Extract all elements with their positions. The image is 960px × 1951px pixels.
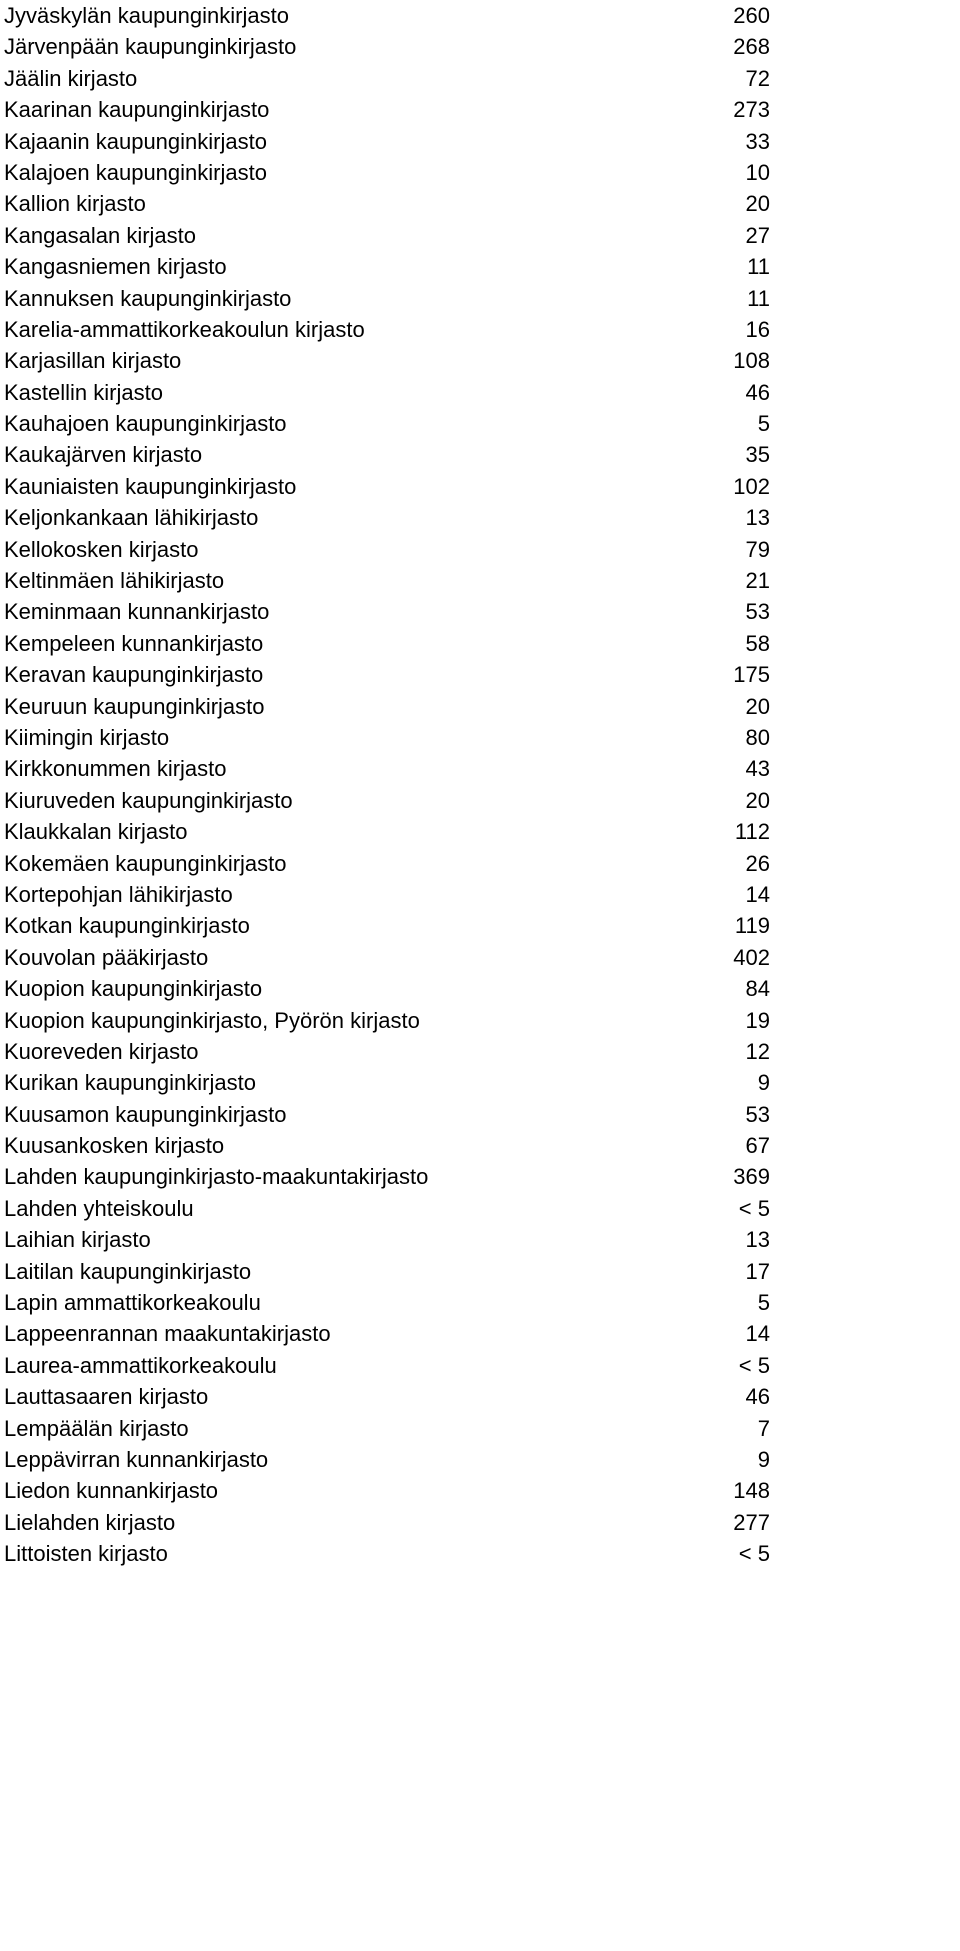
library-count: 58 <box>745 630 770 656</box>
library-name: Lauttasaaren kirjasto <box>4 1384 209 1410</box>
library-name: Kuusankosken kirjasto <box>4 1133 225 1159</box>
library-row <box>0 1161 960 1192</box>
library-row <box>0 691 960 722</box>
library-count: 5 <box>757 1290 770 1316</box>
library-name: Jyväskylän kaupunginkirjasto <box>4 3 289 28</box>
library-name: Liedon kunnankirjasto <box>4 1478 219 1504</box>
library-name: Kuusamon kaupunginkirjasto <box>4 1101 287 1127</box>
library-count: 46 <box>745 379 770 405</box>
library-count: 17 <box>745 1258 770 1284</box>
library-row <box>0 973 960 1004</box>
library-row <box>0 345 960 376</box>
library-count: 10 <box>745 159 770 185</box>
library-row <box>0 94 960 125</box>
library-count: 53 <box>745 1101 770 1127</box>
library-row <box>0 1350 960 1381</box>
library-row <box>0 220 960 251</box>
library-count: 35 <box>745 442 770 468</box>
library-name: Kuoreveden kirjasto <box>4 1038 199 1064</box>
library-count: 9 <box>757 1446 770 1472</box>
library-name: Kokemäen kaupunginkirjasto <box>4 850 287 876</box>
library-name: Klaukkalan kirjasto <box>4 819 188 845</box>
library-count: 11 <box>747 285 770 311</box>
library-name: Kastellin kirjasto <box>4 379 163 405</box>
library-name: Kellokosken kirjasto <box>4 536 199 562</box>
library-count: 27 <box>745 222 770 248</box>
library-row <box>0 63 960 94</box>
library-count: 84 <box>745 976 770 1002</box>
library-row <box>0 283 960 314</box>
library-row <box>0 1067 960 1098</box>
library-count: 369 <box>733 1164 770 1190</box>
library-count: 14 <box>745 1321 770 1347</box>
library-name: Kaukajärven kirjasto <box>4 442 203 468</box>
library-row <box>0 408 960 439</box>
library-count: 108 <box>733 348 770 374</box>
library-name: Laurea-ammattikorkeakoulu <box>4 1352 277 1378</box>
library-row <box>0 471 960 502</box>
library-row <box>0 534 960 565</box>
library-name: Kirkkonummen kirjasto <box>4 756 227 782</box>
library-row <box>0 659 960 690</box>
library-count: 102 <box>733 473 770 499</box>
library-count: 402 <box>733 944 770 970</box>
library-count: 13 <box>745 505 770 531</box>
library-count: 11 <box>747 254 770 280</box>
library-name: Järvenpään kaupunginkirjasto <box>4 34 297 60</box>
library-row <box>0 1444 960 1475</box>
library-row <box>0 157 960 188</box>
library-row <box>0 251 960 282</box>
library-name: Kauniaisten kaupunginkirjasto <box>4 473 297 499</box>
library-count: 80 <box>745 724 770 750</box>
library-count: < 5 <box>738 1541 770 1567</box>
library-name: Lempäälän kirjasto <box>4 1415 189 1441</box>
library-row <box>0 785 960 816</box>
library-name: Kangasalan kirjasto <box>4 222 197 248</box>
library-name: Kempeleen kunnankirjasto <box>4 630 264 656</box>
library-name: Leppävirran kunnankirjasto <box>4 1446 269 1472</box>
library-name: Lahden yhteiskoulu <box>4 1195 194 1221</box>
library-row <box>0 1413 960 1444</box>
library-name: Kiimingin kirjasto <box>4 724 170 750</box>
library-row <box>0 722 960 753</box>
library-count: 20 <box>745 787 770 813</box>
library-row <box>0 31 960 62</box>
library-count: 148 <box>733 1478 770 1504</box>
library-row <box>0 1193 960 1224</box>
library-name: Kuopion kaupunginkirjasto, Pyörön kirjasto <box>4 1007 420 1033</box>
library-count: 273 <box>733 97 770 123</box>
library-count: 21 <box>745 568 770 594</box>
library-row <box>0 126 960 157</box>
library-count: 9 <box>757 1070 770 1096</box>
library-count: 277 <box>733 1509 770 1535</box>
library-name: Kauhajoen kaupunginkirjasto <box>4 411 287 437</box>
library-count: 72 <box>745 65 770 91</box>
library-name: Kalajoen kaupunginkirjasto <box>4 159 267 185</box>
library-row <box>0 816 960 847</box>
library-name: Littoisten kirjasto <box>4 1541 168 1567</box>
library-row <box>0 879 960 910</box>
library-count: 26 <box>745 850 770 876</box>
library-name: Lahden kaupunginkirjasto-maakuntakirjasto <box>4 1164 429 1190</box>
library-row <box>0 188 960 219</box>
library-row <box>0 314 960 345</box>
library-name: Kaarinan kaupunginkirjasto <box>4 97 270 123</box>
library-name: Kouvolan pääkirjasto <box>4 944 209 970</box>
library-count: 260 <box>733 3 770 28</box>
library-name: Keravan kaupunginkirjasto <box>4 662 264 688</box>
library-name: Lielahden kirjasto <box>4 1509 176 1535</box>
library-row <box>0 1287 960 1318</box>
library-row <box>0 910 960 941</box>
library-count: 53 <box>745 599 770 625</box>
library-count: 175 <box>733 662 770 688</box>
library-name: Keuruun kaupunginkirjasto <box>4 693 265 719</box>
library-row <box>0 628 960 659</box>
library-row <box>0 753 960 784</box>
library-name: Kurikan kaupunginkirjasto <box>4 1070 256 1096</box>
library-name: Keminmaan kunnankirjasto <box>4 599 270 625</box>
library-row <box>0 1036 960 1067</box>
library-row <box>0 1381 960 1412</box>
library-count: 16 <box>745 316 770 342</box>
library-name: Kotkan kaupunginkirjasto <box>4 913 250 939</box>
library-count: 33 <box>745 128 770 154</box>
library-count: 46 <box>745 1384 770 1410</box>
library-count: 7 <box>757 1415 770 1441</box>
library-count: 5 <box>757 411 770 437</box>
library-count: 79 <box>745 536 770 562</box>
library-row <box>0 1256 960 1287</box>
library-count: 119 <box>734 913 770 939</box>
library-name: Karjasillan kirjasto <box>4 348 182 374</box>
library-count: 67 <box>745 1133 770 1159</box>
library-row <box>0 1005 960 1036</box>
library-name: Kangasniemen kirjasto <box>4 254 227 280</box>
library-row <box>0 942 960 973</box>
library-row <box>0 565 960 596</box>
library-name: Keljonkankaan lähikirjasto <box>4 505 259 531</box>
library-name: Kallion kirjasto <box>4 191 146 217</box>
library-name: Kuopion kaupunginkirjasto <box>4 976 263 1002</box>
library-count: < 5 <box>738 1195 770 1221</box>
library-count: 112 <box>734 819 770 845</box>
library-row <box>0 1130 960 1161</box>
library-row <box>0 1099 960 1130</box>
library-count: 268 <box>733 34 770 60</box>
library-row <box>0 0 960 31</box>
library-count: 43 <box>745 756 770 782</box>
library-row <box>0 439 960 470</box>
library-name: Kannuksen kaupunginkirjasto <box>4 285 292 311</box>
library-name: Kortepohjan lähikirjasto <box>4 881 233 907</box>
library-row <box>0 1475 960 1506</box>
library-row <box>0 1507 960 1538</box>
library-row <box>0 1538 960 1569</box>
library-name: Karelia-ammattikorkeakoulun kirjasto <box>4 316 365 342</box>
library-name: Laitilan kaupunginkirjasto <box>4 1258 252 1284</box>
library-name: Laihian kirjasto <box>4 1227 151 1253</box>
library-count: 20 <box>745 191 770 217</box>
library-count: 19 <box>745 1007 770 1033</box>
library-count: 20 <box>745 693 770 719</box>
library-row <box>0 377 960 408</box>
library-name: Kiuruveden kaupunginkirjasto <box>4 787 293 813</box>
library-name: Lappeenrannan maakuntakirjasto <box>4 1321 331 1347</box>
library-name: Keltinmäen lähikirjasto <box>4 568 225 594</box>
library-name: Lapin ammattikorkeakoulu <box>4 1290 261 1316</box>
library-row <box>0 1318 960 1349</box>
library-row <box>0 596 960 627</box>
library-count: 14 <box>745 881 770 907</box>
library-count: 12 <box>745 1038 770 1064</box>
library-row <box>0 848 960 879</box>
library-name: Kajaanin kaupunginkirjasto <box>4 128 267 154</box>
library-count: 13 <box>745 1227 770 1253</box>
library-row <box>0 1224 960 1255</box>
library-count: < 5 <box>738 1352 770 1378</box>
library-row <box>0 502 960 533</box>
library-name: Jäälin kirjasto <box>4 65 138 91</box>
